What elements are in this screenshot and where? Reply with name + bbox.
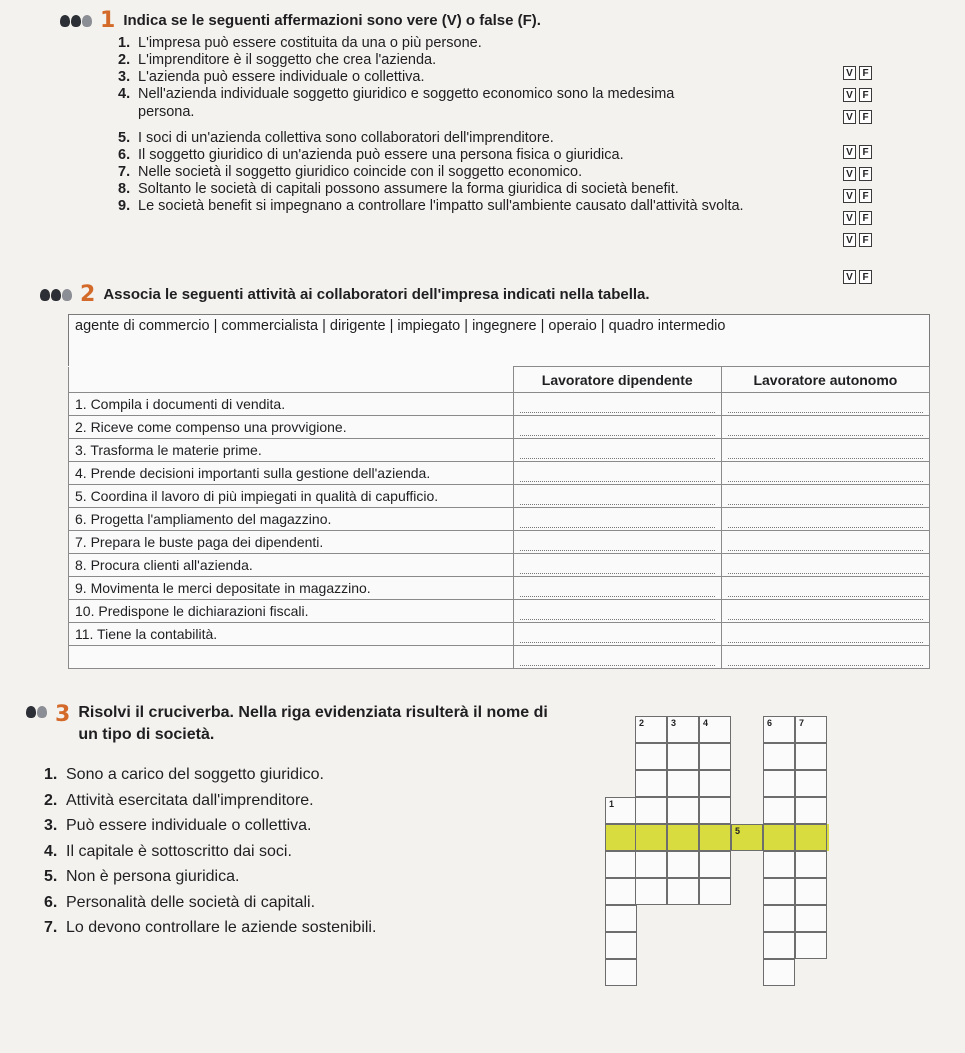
answer-slot[interactable] — [513, 439, 721, 462]
true-checkbox[interactable]: V — [843, 66, 856, 80]
answer-slot[interactable] — [513, 416, 721, 439]
vf-row — [843, 189, 923, 210]
association-table — [68, 366, 930, 669]
activity-cell: 2. Riceve come compenso una provvigione. — [69, 416, 514, 439]
activity-cell: 7. Prepara le buste paga dei dipendenti. — [69, 531, 514, 554]
answer-slot[interactable] — [513, 554, 721, 577]
highlighted-cell[interactable] — [827, 824, 829, 851]
crossword-cell[interactable] — [763, 716, 795, 743]
crossword-cell[interactable] — [699, 878, 731, 905]
roles-list: agente di commercio | commercialista | dirigente | impiegato | ingegnere | operaio | quadro intermedio — [75, 318, 726, 334]
crossword-cell[interactable] — [667, 770, 699, 797]
activity-cell: 11. Tiene la contabilità. — [69, 623, 514, 646]
crossword-cell[interactable] — [699, 743, 731, 770]
answer-slot[interactable] — [513, 531, 721, 554]
empty-header — [69, 367, 514, 393]
vf-row — [843, 211, 923, 232]
clue: 4. Il capitale è sottoscritto dai soci. — [44, 842, 292, 860]
crossword-cell[interactable] — [795, 797, 827, 824]
crossword-cell[interactable] — [795, 743, 827, 770]
vf-row — [843, 88, 923, 109]
table-row — [69, 623, 930, 646]
statement: 8. Soltanto le società di capitali possono assumere la forma giuridica di società benefit. — [118, 181, 679, 197]
clue: 2. Attività esercitata dall'imprenditore. — [44, 791, 314, 809]
table-row — [69, 577, 930, 600]
false-checkbox[interactable]: F — [859, 189, 872, 203]
clue: 3. Può essere individuale o collettiva. — [44, 817, 312, 834]
false-checkbox[interactable]: F — [859, 145, 872, 159]
true-checkbox[interactable]: V — [843, 270, 856, 284]
activity-cell: 6. Progetta l'ampliamento del magazzino. — [69, 508, 514, 531]
crossword-cell[interactable] — [795, 932, 827, 959]
table-row — [69, 485, 930, 508]
crossword-cell[interactable] — [795, 716, 827, 743]
exercise-number: 2 — [80, 282, 96, 307]
false-checkbox[interactable]: F — [859, 110, 872, 124]
true-checkbox[interactable]: V — [843, 167, 856, 181]
crossword-cell[interactable] — [667, 716, 699, 743]
crossword-cell[interactable] — [795, 770, 827, 797]
crossword-cell[interactable] — [763, 851, 795, 878]
crossword-cell[interactable] — [763, 743, 795, 770]
true-checkbox[interactable]: V — [843, 88, 856, 102]
activity-cell: 3. Trasforma le materie prime. — [69, 439, 514, 462]
crossword-cell[interactable] — [635, 770, 667, 797]
false-checkbox[interactable]: F — [859, 167, 872, 181]
vf-row — [843, 270, 923, 291]
crossword-cell[interactable] — [699, 770, 731, 797]
table-row — [69, 646, 930, 669]
clue-number: 4 — [703, 718, 709, 728]
activity-cell: 4. Prende decisioni importanti sulla gestione dell'azienda. — [69, 462, 514, 485]
clue-number: 3 — [671, 718, 677, 728]
false-checkbox[interactable]: F — [859, 233, 872, 247]
highlighted-cell[interactable] — [731, 824, 763, 851]
clue: 1. Sono a carico del soggetto giuridico. — [44, 766, 324, 783]
answer-slot[interactable] — [721, 623, 929, 646]
crossword-cell[interactable] — [699, 716, 731, 743]
table-row — [69, 439, 930, 462]
clue: 5. Non è persona giuridica. — [44, 868, 240, 885]
answer-slot[interactable] — [513, 462, 721, 485]
exercise-2-header — [40, 282, 650, 307]
answer-slot[interactable] — [721, 416, 929, 439]
statement: 7. Nelle società il soggetto giuridico coincide con il soggetto economico. — [118, 164, 583, 180]
exercise-title: Associa le seguenti attività ai collaboratori dell'impresa indicati nella tabella. — [103, 286, 650, 303]
crossword-cell[interactable] — [635, 851, 667, 878]
crossword-cell[interactable] — [667, 797, 699, 824]
crossword-cell[interactable] — [763, 932, 795, 959]
answer-slot[interactable] — [721, 508, 929, 531]
table-row — [69, 508, 930, 531]
column-header-self-employed: Lavoratore autonomo — [721, 367, 929, 393]
crossword-cell[interactable] — [795, 905, 827, 932]
activity-cell: 1. Compila i documenti di vendita. — [69, 393, 514, 416]
answer-slot[interactable] — [721, 393, 929, 416]
crossword-cell[interactable] — [763, 797, 795, 824]
answer-slot[interactable] — [721, 646, 929, 669]
activity-cell: 9. Movimenta le merci depositate in magazzino. — [69, 577, 514, 600]
statement: 2. L'imprenditore è il soggetto che crea l'azienda. — [118, 52, 437, 68]
vf-row — [843, 66, 923, 87]
answer-slot[interactable] — [513, 393, 721, 416]
activity-cell: 5. Coordina il lavoro di più impiegati in qualità di capufficio. — [69, 485, 514, 508]
vf-row — [843, 233, 923, 254]
false-checkbox[interactable]: F — [859, 211, 872, 225]
table-row — [69, 600, 930, 623]
answer-slot[interactable] — [721, 600, 929, 623]
crossword-cell[interactable] — [667, 878, 699, 905]
exercise-title: Risolvi il cruciverba. Nella riga evidenziata risulterà il nome di un tipo di società. — [78, 704, 548, 743]
statement: 1. L'impresa può essere costituita da una o più persone. — [118, 35, 482, 51]
highlighted-cell[interactable] — [795, 824, 827, 851]
highlighted-cell[interactable] — [667, 824, 699, 851]
roles-word-bank — [68, 314, 930, 366]
statement: 5. I soci di un'azienda collettiva sono collaboratori dell'imprenditore. — [118, 130, 554, 146]
true-checkbox[interactable]: V — [843, 110, 856, 124]
crossword-cell[interactable] — [605, 797, 637, 824]
crossword-cell[interactable] — [699, 797, 731, 824]
false-checkbox[interactable]: F — [859, 270, 872, 284]
crossword-cell[interactable] — [635, 743, 667, 770]
highlighted-cell[interactable] — [635, 824, 667, 851]
true-false-boxes — [843, 66, 923, 292]
statement: 4. Nell'azienda individuale soggetto giuridico e soggetto economico sono la medesima persona. — [118, 86, 675, 120]
table-row — [69, 416, 930, 439]
answer-slot[interactable] — [513, 600, 721, 623]
table-row — [69, 531, 930, 554]
exercise-3-header — [26, 702, 566, 746]
answer-slot[interactable] — [513, 485, 721, 508]
answer-slot[interactable] — [513, 577, 721, 600]
crossword-cell[interactable] — [635, 797, 667, 824]
clue-number: 1 — [609, 799, 615, 809]
clue-number: 2 — [639, 718, 645, 728]
answer-slot[interactable] — [513, 623, 721, 646]
table-row — [69, 393, 930, 416]
false-checkbox[interactable]: F — [859, 88, 872, 102]
crossword-cell[interactable] — [605, 932, 637, 959]
clue-list — [44, 766, 564, 945]
clue-number: 5 — [735, 826, 741, 836]
crossword-cell[interactable] — [763, 959, 795, 986]
table-row — [69, 462, 930, 485]
crossword-cell[interactable] — [605, 959, 637, 986]
vf-row — [843, 110, 923, 131]
false-checkbox[interactable]: F — [859, 66, 872, 80]
highlighted-cell[interactable] — [605, 824, 637, 851]
answer-slot[interactable] — [513, 646, 721, 669]
answer-slot[interactable] — [721, 554, 929, 577]
clue-number: 7 — [799, 718, 805, 728]
answer-slot[interactable] — [721, 439, 929, 462]
exercise-title: Indica se le seguenti affermazioni sono vere (V) o false (F). — [123, 12, 541, 29]
crossword-cell[interactable] — [763, 905, 795, 932]
true-checkbox[interactable]: V — [843, 233, 856, 247]
exercise-1-header — [60, 8, 541, 33]
answer-slot[interactable] — [721, 531, 929, 554]
answer-slot[interactable] — [721, 485, 929, 508]
column-header-employee: Lavoratore dipendente — [513, 367, 721, 393]
vf-row — [843, 167, 923, 188]
difficulty-icon — [60, 15, 92, 27]
exercise-number: 3 — [55, 702, 71, 727]
difficulty-icon — [40, 289, 72, 301]
crossword-cell[interactable] — [635, 878, 667, 905]
true-checkbox[interactable]: V — [843, 145, 856, 159]
crossword-cell[interactable] — [667, 743, 699, 770]
difficulty-icon — [26, 706, 47, 718]
crossword-cell[interactable] — [605, 878, 637, 905]
crossword-cell[interactable] — [763, 878, 795, 905]
empty-cell — [69, 646, 514, 669]
true-checkbox[interactable]: V — [843, 211, 856, 225]
crossword-cell[interactable] — [605, 905, 637, 932]
crossword-cell[interactable] — [605, 851, 637, 878]
statement-list — [118, 34, 838, 237]
crossword-cell[interactable] — [699, 851, 731, 878]
statement: 9. Le società benefit si impegnano a controllare l'impatto sull'ambiente causato dall'attività svolta. — [118, 198, 744, 214]
crossword-cell[interactable] — [763, 770, 795, 797]
crossword-cell[interactable] — [667, 851, 699, 878]
activity-cell: 10. Predispone le dichiarazioni fiscali. — [69, 600, 514, 623]
clue-number: 6 — [767, 718, 773, 728]
answer-slot[interactable] — [513, 508, 721, 531]
crossword-cell[interactable] — [795, 851, 827, 878]
vf-row — [843, 145, 923, 166]
crossword-cell[interactable] — [795, 878, 827, 905]
clue: 7. Lo devono controllare le aziende sostenibili. — [44, 919, 377, 936]
activity-cell: 8. Procura clienti all'azienda. — [69, 554, 514, 577]
table-header-row — [69, 367, 930, 393]
statement: 6. Il soggetto giuridico di un'azienda può essere una persona fisica o giuridica. — [118, 147, 624, 163]
crossword-cell[interactable] — [635, 716, 667, 743]
exercise-number: 1 — [100, 8, 116, 33]
clue: 6. Personalità delle società di capitali. — [44, 893, 316, 911]
answer-slot[interactable] — [721, 577, 929, 600]
statement: 3. L'azienda può essere individuale o collettiva. — [118, 69, 425, 85]
true-checkbox[interactable]: V — [843, 189, 856, 203]
highlighted-cell[interactable] — [763, 824, 795, 851]
highlighted-cell[interactable] — [699, 824, 731, 851]
table-row — [69, 554, 930, 577]
answer-slot[interactable] — [721, 462, 929, 485]
